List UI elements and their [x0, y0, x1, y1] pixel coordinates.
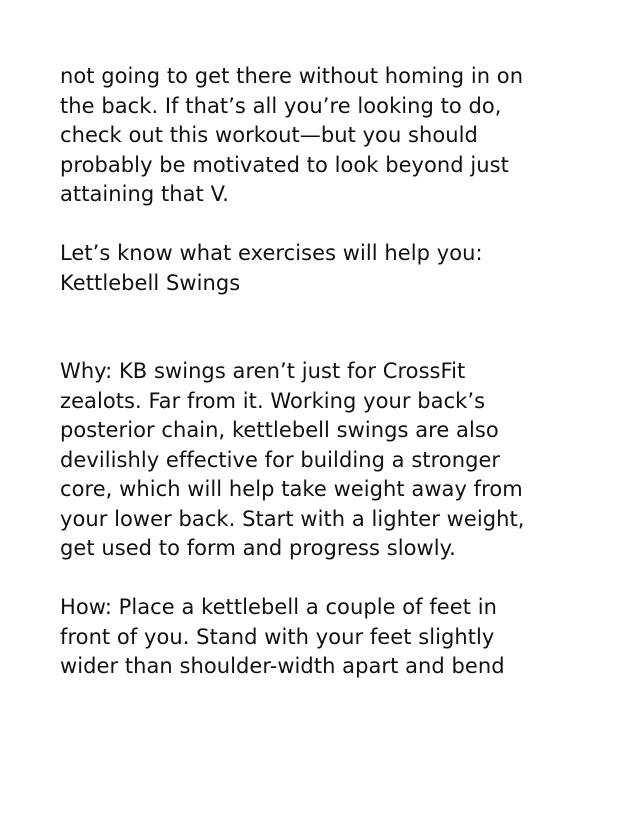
- text-line: posterior chain, kettlebell swings are also: [60, 418, 499, 442]
- paragraph-how: [60, 593, 620, 682]
- text-line: zealots. Far from it. Working your back’s: [60, 388, 486, 413]
- paragraph-intro: [60, 62, 620, 210]
- text-line: the back. If that’s all you’re looking to do,: [60, 93, 502, 118]
- paragraph-spacer: [60, 564, 620, 594]
- text-line: Let’s know what exercises will help you:: [60, 241, 483, 265]
- text-line: Why: KB swings aren’t just for CrossFit: [60, 359, 466, 383]
- text-line: probably be motivated to look beyond just: [60, 152, 509, 177]
- text-line: How: Place a kettlebell a couple of feet in: [60, 595, 497, 619]
- text-line: devilishly effective for building a stronger: [60, 447, 501, 472]
- text-line: check out this workout—but you should: [60, 123, 478, 147]
- text-line: wider than shoulder-width apart and bend: [60, 654, 505, 678]
- text-line: core, which will help take weight away from: [60, 477, 523, 501]
- text-line: not going to get there without homing in on: [60, 64, 524, 88]
- paragraph-exercise-heading: [60, 239, 620, 298]
- exercise-title: Kettlebell Swings: [60, 270, 241, 295]
- text-line: your lower back. Start with a lighter weight,: [60, 506, 525, 531]
- paragraph-why: [60, 357, 620, 564]
- paragraph-spacer: [60, 210, 620, 240]
- text-line: front of you. Stand with your feet slightly: [60, 624, 495, 649]
- document-page: [60, 62, 620, 682]
- text-line: get used to form and progress slowly.: [60, 536, 456, 560]
- paragraph-spacer: [60, 298, 620, 357]
- text-line: attaining that V.: [60, 182, 230, 206]
